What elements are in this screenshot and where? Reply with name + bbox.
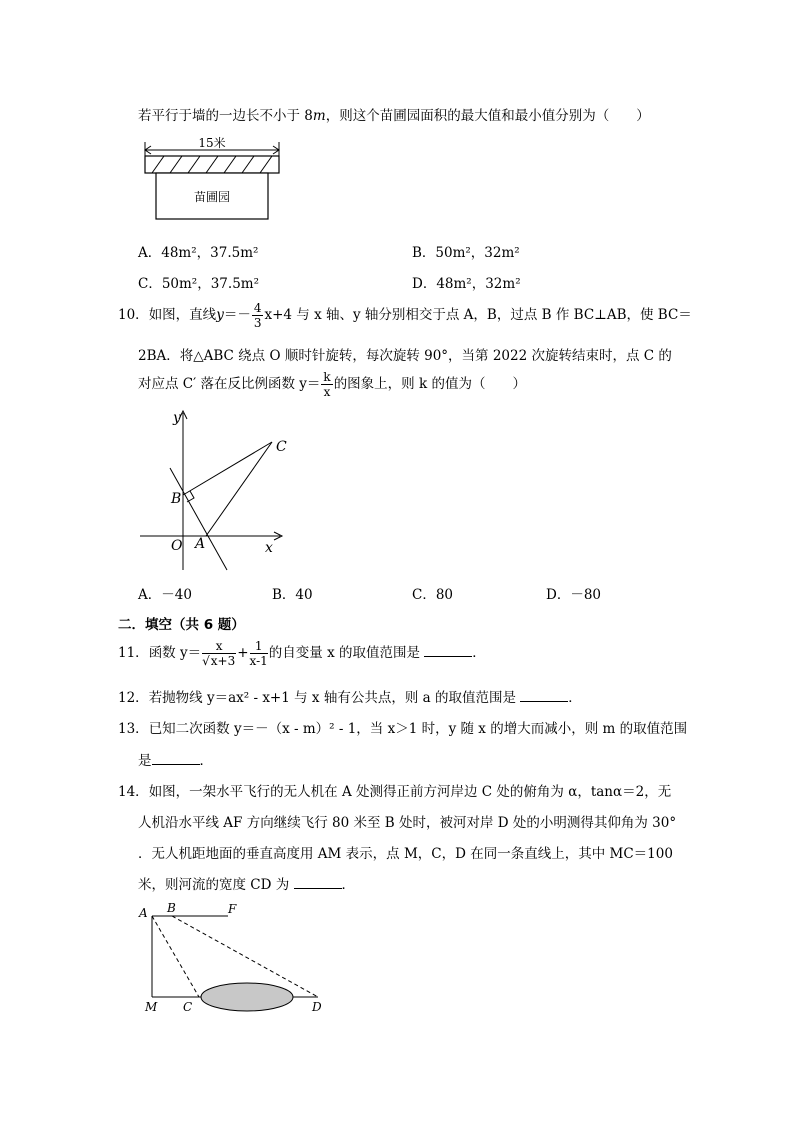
- fraction-x-sqrt: $\frac{x}{√x+3}$: [202, 639, 236, 668]
- q14-line2: 人机沿水平线 AF 方向继续飞行 80 米至 B 处时，被河对岸 D 处的小明测得其仰角为 30°: [138, 815, 677, 831]
- q11-line: 11．函数 y＝ $\frac{x}{√x+3}$ + $\frac{1}{x-1}$ 的自变量 x 的取值范围是 ．: [118, 639, 486, 668]
- point-a-label: A: [195, 536, 206, 552]
- q10-option-a: A．－40: [138, 587, 192, 603]
- point-o-label: O: [171, 538, 183, 554]
- q13-answer-blank[interactable]: [152, 752, 200, 765]
- q10-line3: 对应点 C′ 落在反比例函数 y＝ $\frac{k}{x}$ 的图象上，则 k 的值为（ ）: [138, 370, 526, 399]
- wall-length-label: 15米: [198, 136, 226, 150]
- q13-line2: 是 ．: [138, 753, 213, 769]
- garden-label: 苗圃园: [193, 190, 231, 204]
- q9-option-d: D．48m²，32m²: [412, 276, 521, 292]
- point-c-label: C: [276, 439, 287, 455]
- segment-ac: [206, 442, 272, 536]
- q9-line1: 若平行于墙的一边长不小于 8m，则这个苗圃园面积的最大值和最小值分别为（ ）: [138, 108, 650, 124]
- q10-line1: 10．如图，直线y＝－ $\frac{4}{3}$ x+4 与 x 轴、y 轴分别相交于点 A，B，过点 B 作 BC⊥AB，使 BC＝: [118, 301, 692, 330]
- q9-figure: [140, 134, 285, 224]
- q12-answer-blank[interactable]: [520, 689, 568, 702]
- q12-line: 12．若抛物线 y＝ax² - x+1 与 x 轴有公共点，则 a 的取值范围是 ．: [118, 690, 582, 706]
- point-f-label: F: [228, 902, 237, 916]
- q10-option-c: C．80: [412, 587, 454, 603]
- q11-answer-blank[interactable]: [424, 644, 472, 657]
- point-m-label: M: [145, 1000, 158, 1014]
- segment-bc: [183, 442, 272, 495]
- point-a-label: A: [139, 906, 148, 920]
- point-c-label: C: [183, 1000, 193, 1014]
- section-fill-in-heading: 二．填空（共 6 题）: [118, 617, 245, 633]
- q14-line1: 14．如图，一架水平飞行的无人机在 A 处测得正前方河岸边 C 处的俯角为 α，tanα＝2，无: [118, 784, 672, 800]
- q10-option-b: B．40: [272, 587, 313, 603]
- point-d-label: D: [312, 1000, 322, 1014]
- fraction-1-x-1: $\frac{1}{x-1}$: [249, 639, 268, 668]
- q14-figure: [136, 900, 336, 1018]
- q10-figure: [135, 405, 295, 575]
- q9-option-b: B．50m²，32m²: [412, 245, 520, 261]
- q10-option-d: D．－80: [546, 587, 602, 603]
- fraction-4-3: $\frac{4}{3}$: [253, 301, 262, 330]
- point-b-label: B: [167, 901, 176, 915]
- q13-line1: 13．已知二次函数 y＝－（x - m）² - 1，当 x＞1 时，y 随 x 的增大而减小，则 m 的取值范围: [118, 721, 688, 737]
- axis-y-label: y: [173, 410, 181, 426]
- fraction-k-x: $\frac{k}{x}$: [323, 370, 331, 399]
- point-b-label: B: [171, 491, 182, 507]
- q10-line2: 2BA．将△ABC 绕点 O 顺时针旋转，每次旋转 90°，当第 2022 次旋转结束时，点 C 的: [138, 348, 672, 364]
- q14-answer-blank[interactable]: [294, 876, 342, 889]
- q9-option-a: A．48m²，37.5m²: [138, 245, 259, 261]
- q14-line4: 米，则河流的宽度 CD 为 ．: [138, 877, 356, 893]
- river: [201, 983, 293, 1011]
- q14-line3: ．无人机距地面的垂直高度用 AM 表示，点 M，C，D 在同一条直线上，其中 MC＝100: [138, 846, 673, 862]
- q9-option-c: C．50m²，37.5m²: [138, 276, 259, 292]
- axis-x-label: x: [265, 540, 273, 556]
